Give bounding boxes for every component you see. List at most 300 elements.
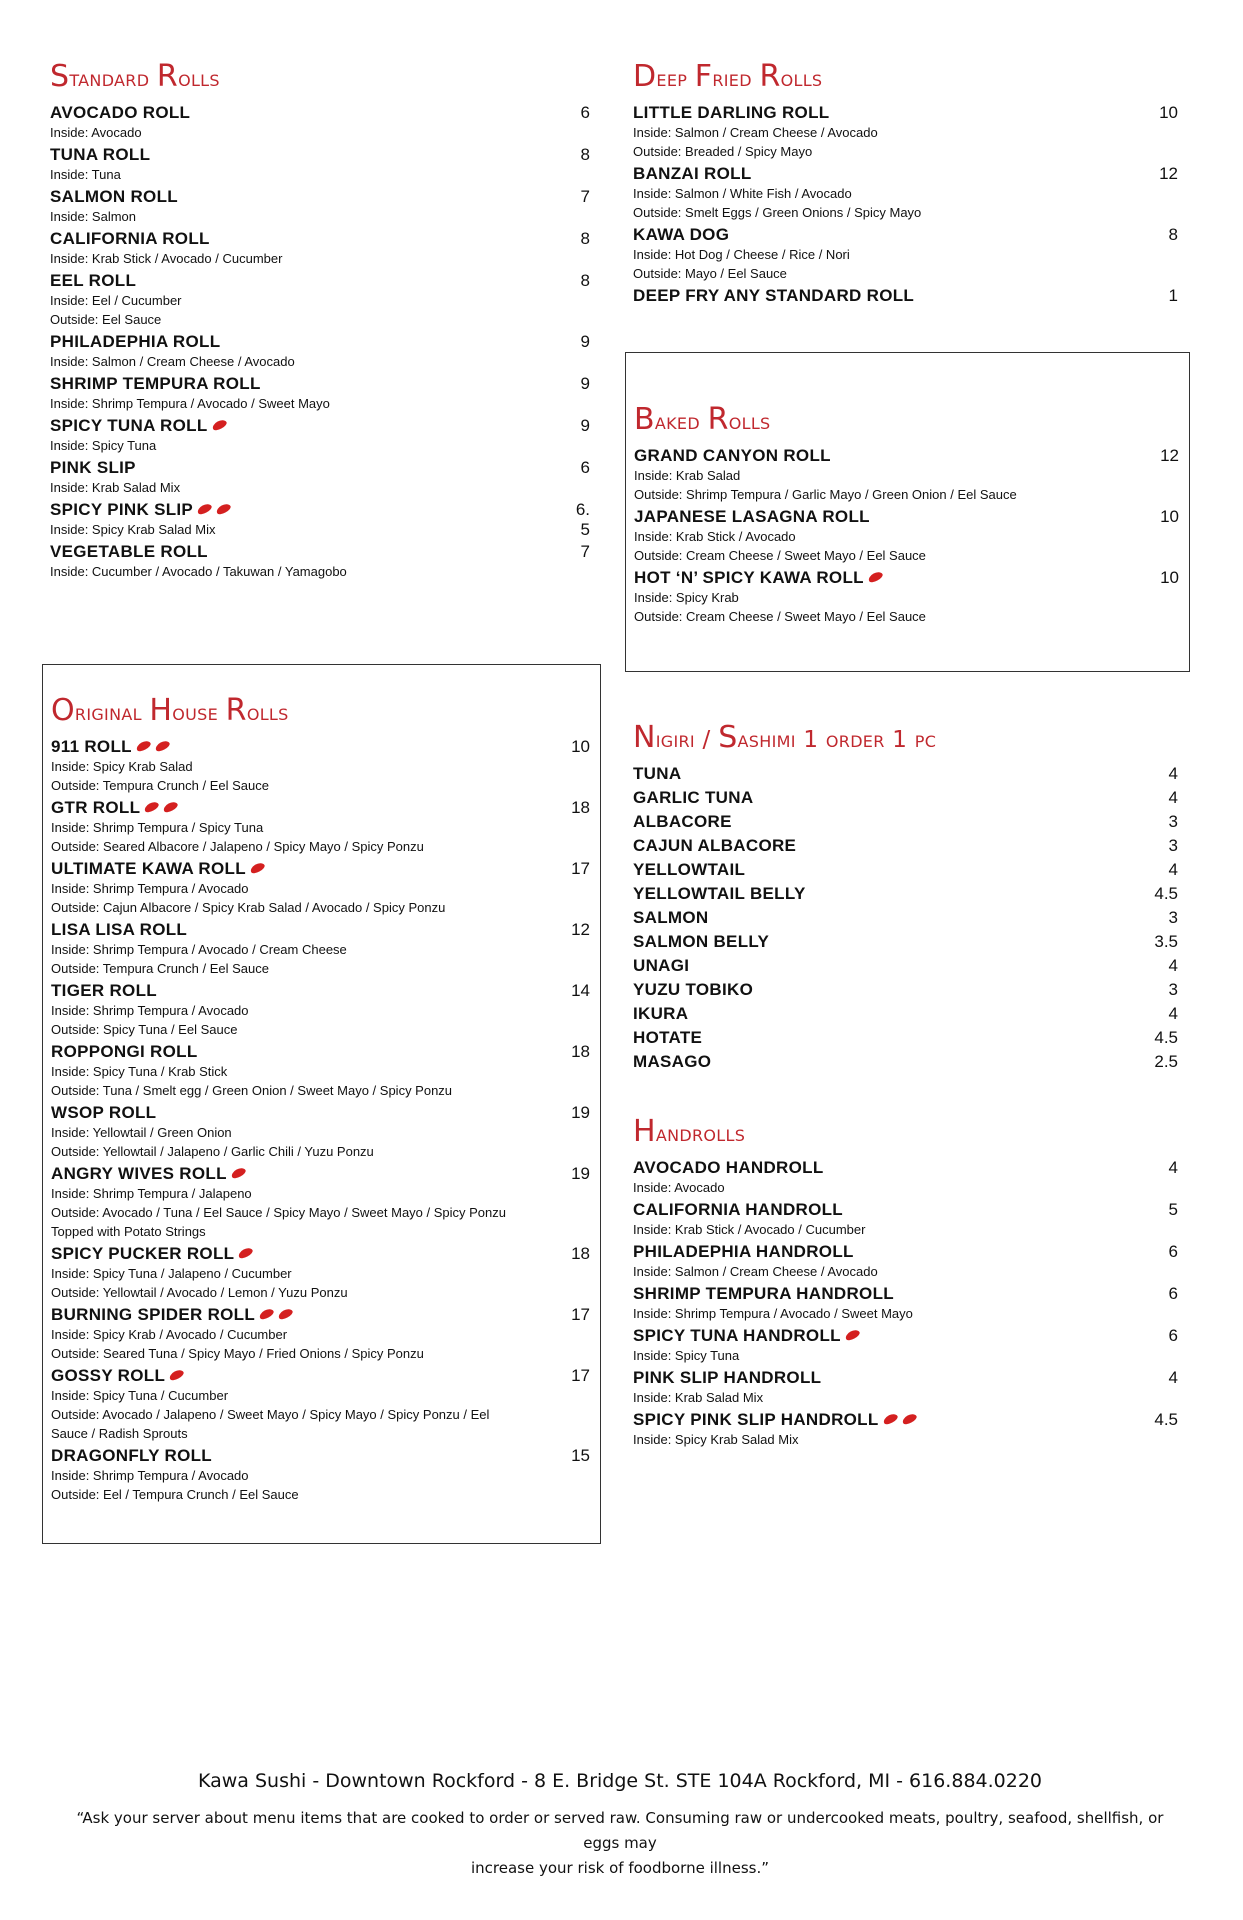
item-name-text: SALMON [633,907,709,927]
item-name-text: WSOP ROLL [51,1102,157,1122]
menu-item [50,415,590,455]
item-description [51,1405,590,1424]
menu-item [633,163,1178,222]
item-name-text: VEGETABLE ROLL [50,541,208,561]
section-title: Deep Fried Rolls [633,59,823,94]
item-name [51,1445,590,1466]
item-description-text: Inside: Salmon / White Fish / Avocado [633,185,852,201]
item-name-text: CALIFORNIA ROLL [50,228,210,248]
menu-item [633,859,1178,880]
item-price: 6 [580,457,590,477]
item-name [633,1003,1178,1024]
item-name [633,102,1178,123]
item-name-text: ROPPONGI ROLL [51,1041,198,1061]
item-name-text: YUZU TOBIKO [633,979,754,999]
item-description-text: Inside: Avocado [50,124,142,140]
menu-item [51,919,590,978]
item-description-text: Outside: Mayo / Eel Sauce [633,265,787,281]
item-name-text: BURNING SPIDER ROLL [51,1304,256,1324]
item-name [50,373,590,394]
menu-item [51,1365,590,1443]
item-price-continued: 5 [580,519,590,539]
menu-item [633,1027,1178,1048]
item-description [634,588,1179,607]
item-description-text: Inside: Yellowtail / Green Onion [51,1124,232,1140]
menu-item [633,955,1178,976]
item-list [50,102,590,581]
item-price: 1 [1168,285,1178,305]
item-name-text: UNAGI [633,955,690,975]
item-name [633,1157,1178,1178]
item-description-text: Inside: Avocado [633,1179,725,1195]
chili-pepper-icon [196,501,213,515]
item-name [633,907,1178,928]
item-description [634,607,1179,626]
menu-item [51,1102,590,1161]
menu-item [634,567,1179,626]
item-name-text: TUNA [633,763,682,783]
item-description-text: Inside: Spicy Krab Salad Mix [50,521,216,537]
item-description [50,562,590,581]
item-description [633,1388,1178,1407]
item-name-text: SPICY PUCKER ROLL [51,1243,235,1263]
section-title: Original House Rolls [51,693,289,728]
item-name [50,270,590,291]
item-description-text: Topped with Potato Strings [51,1223,206,1239]
item-description-text: Inside: Salmon / Cream Cheese / Avocado [50,353,295,369]
item-price: 5 [1168,1199,1178,1219]
item-price: 10 [1160,567,1179,587]
item-description [51,1325,590,1344]
item-description [50,310,590,329]
item-name [50,331,590,352]
item-name [633,859,1178,880]
menu-item [50,228,590,268]
menu-item [633,102,1178,161]
item-name [50,541,590,562]
item-name-text: SPICY PINK SLIP HANDROLL [633,1409,879,1429]
item-name-text: TIGER ROLL [51,980,157,1000]
item-name [51,1243,590,1264]
item-name-text: GARLIC TUNA [633,787,754,807]
item-description-text: Inside: Spicy Krab [634,589,739,605]
item-price: 4.5 [1154,1409,1178,1429]
item-name [634,445,1179,466]
item-price: 17 [571,1365,590,1385]
item-description [51,1264,590,1283]
chili-pepper-icon [211,417,228,431]
item-description-text: Outside: Yellowtail / Jalapeno / Garlic Chili / Yuzu Ponzu [51,1143,374,1159]
menu-item [51,1243,590,1302]
item-name-text: YELLOWTAIL BELLY [633,883,806,903]
item-name-text: LISA LISA ROLL [51,919,188,939]
chili-pepper-icon [135,738,152,752]
item-description [50,291,590,310]
item-name [51,797,590,818]
item-name [633,1199,1178,1220]
item-description-text: Inside: Salmon / Cream Cheese / Avocado [633,124,878,140]
item-description [50,352,590,371]
item-name [51,1163,590,1184]
item-description [51,1001,590,1020]
item-description-text: Inside: Tuna [50,166,121,182]
item-description-text: Outside: Tuna / Smelt egg / Green Onion / Sweet Mayo / Spicy Ponzu [51,1082,453,1098]
item-description-text: Outside: Cream Cheese / Sweet Mayo / Eel Sauce [634,608,926,624]
item-description-text: Inside: Shrimp Tempura / Avocado [51,880,249,896]
item-list [633,102,1178,306]
item-description-text: Outside: Tempura Crunch / Eel Sauce [51,960,269,976]
item-name-text: IKURA [633,1003,689,1023]
menu-item [50,373,590,413]
item-name [50,457,590,478]
menu-item [633,1367,1178,1407]
item-description [633,203,1178,222]
item-description-text: Inside: Shrimp Tempura / Avocado [51,1002,249,1018]
item-name [633,1283,1178,1304]
chili-pepper-icon [867,569,884,583]
item-name-text: DEEP FRY ANY STANDARD ROLL [633,285,915,305]
item-name-text: TUNA ROLL [50,144,151,164]
item-description [51,1222,590,1241]
menu-item [633,224,1178,283]
item-price: 3 [1168,835,1178,855]
item-description [633,1346,1178,1365]
item-description [51,879,590,898]
item-price: 12 [1160,445,1179,465]
menu-item [50,541,590,581]
item-price: 8 [1168,224,1178,244]
item-name [633,163,1178,184]
item-name-text: SHRIMP TEMPURA HANDROLL [633,1283,894,1303]
section-title: Handrolls [633,1114,746,1149]
item-name-text: MASAGO [633,1051,712,1071]
item-description-text: Outside: Cream Cheese / Sweet Mayo / Eel Sauce [634,547,926,563]
item-name [633,835,1178,856]
item-description [51,1062,590,1081]
menu-item [633,787,1178,808]
item-price: 3.5 [1154,931,1178,951]
menu-item [634,445,1179,504]
item-price: 3 [1168,811,1178,831]
item-name-text: GRAND CANYON ROLL [634,445,831,465]
item-description [50,394,590,413]
chili-pepper-icon [277,1306,294,1320]
item-description [633,1304,1178,1323]
chili-pepper-icon [249,860,266,874]
item-price: 7 [580,541,590,561]
item-price: 8 [580,144,590,164]
item-description [50,520,590,539]
item-description [633,1430,1178,1449]
chili-pepper-icon [237,1245,254,1259]
item-name [633,1051,1178,1072]
item-price: 4 [1168,763,1178,783]
item-price: 9 [580,331,590,351]
menu-item [633,1003,1178,1024]
menu-item [51,1304,590,1363]
item-list [51,736,590,1504]
item-name [51,1365,590,1386]
item-name [634,506,1179,527]
item-price: 12 [571,919,590,939]
item-description-text: Sauce / Radish Sprouts [51,1425,188,1441]
item-description [50,249,590,268]
item-price: 6 [1168,1325,1178,1345]
item-description [633,245,1178,264]
item-description-text: Inside: Shrimp Tempura / Avocado [51,1467,249,1483]
disclaimer-line: increase your risk of foodborne illness.” [471,1859,769,1877]
section-title: Baked Rolls [634,402,771,437]
item-description [634,527,1179,546]
item-description-text: Outside: Tempura Crunch / Eel Sauce [51,777,269,793]
menu-item [633,907,1178,928]
item-name [633,787,1178,808]
item-description-text: Inside: Krab Salad [634,467,741,483]
item-price: 9 [580,373,590,393]
item-name-text: PINK SLIP HANDROLL [633,1367,822,1387]
item-price: 4 [1168,859,1178,879]
item-description [51,1142,590,1161]
item-description-text: Inside: Shrimp Tempura / Avocado / Sweet Mayo [633,1305,913,1321]
item-description [51,1344,590,1363]
item-description-text: Inside: Spicy Tuna [633,1347,740,1363]
item-price: 18 [571,1041,590,1061]
item-description [633,184,1178,203]
item-description [51,1203,590,1222]
item-description-text: Inside: Spicy Tuna [50,437,157,453]
item-name-text: LITTLE DARLING ROLL [633,102,830,122]
item-name-text: CAJUN ALBACORE [633,835,797,855]
item-name-text: PHILADEPHIA ROLL [50,331,221,351]
menu-item [51,736,590,795]
item-name-text: CALIFORNIA HANDROLL [633,1199,843,1219]
item-description-text: Outside: Spicy Tuna / Eel Sauce [51,1021,238,1037]
item-name [633,1241,1178,1262]
item-price: 4.5 [1154,1027,1178,1047]
item-name [50,102,590,123]
item-name-text: HOT ‘N’ SPICY KAWA ROLL [634,567,864,587]
menu-item [633,931,1178,952]
item-description-text: Outside: Cajun Albacore / Spicy Krab Salad / Avocado / Spicy Ponzu [51,899,446,915]
item-description-text: Inside: Shrimp Tempura / Jalapeno [51,1185,252,1201]
item-price: 6 [1168,1283,1178,1303]
item-description [633,1178,1178,1197]
item-description [51,776,590,795]
item-description-text: Inside: Spicy Krab Salad [51,758,193,774]
item-name [634,567,1179,588]
item-description-text: Outside: Avocado / Tuna / Eel Sauce / Spicy Mayo / Sweet Mayo / Spicy Ponzu [51,1204,506,1220]
item-price: 19 [571,1163,590,1183]
item-description [51,1485,590,1504]
item-description-text: Inside: Krab Stick / Avocado / Cucumber [50,250,283,266]
menu-item [50,186,590,226]
item-name-text: EEL ROLL [50,270,137,290]
item-name-text: SPICY PINK SLIP [50,499,194,519]
item-description [634,485,1179,504]
footer-address: Kawa Sushi - Downtown Rockford - 8 E. Bridge St. STE 104A Rockford, MI - 616.884.0220 [197,1770,1043,1792]
menu-item [633,1283,1178,1323]
item-description [633,1220,1178,1239]
item-name-text: YELLOWTAIL [633,859,746,879]
item-name [633,955,1178,976]
item-name [51,1102,590,1123]
menu-item [633,285,1178,306]
item-description-text: Inside: Spicy Krab / Avocado / Cucumber [51,1326,288,1342]
disclaimer-line: “Ask your server about menu items that are cooked to order or served raw. Consuming raw or undercooked meats, poultry, seafood, shellfish, or eggs may [76,1809,1164,1852]
item-description [51,1081,590,1100]
standard-rolls-section [50,58,590,583]
item-price: 10 [1159,102,1178,122]
menu-item [634,506,1179,565]
item-description [51,1123,590,1142]
item-description [633,123,1178,142]
menu-item [50,144,590,184]
menu-item [633,883,1178,904]
item-name-text: SPICY TUNA HANDROLL [633,1325,841,1345]
item-name [633,763,1178,784]
item-description-text: Inside: Shrimp Tempura / Spicy Tuna [51,819,264,835]
chili-pepper-icon [162,799,179,813]
item-name-text: JAPANESE LASAGNA ROLL [634,506,870,526]
menu-item [51,1041,590,1100]
item-price: 4 [1168,1367,1178,1387]
item-price: 6. [575,499,590,519]
chili-pepper-icon [154,738,171,752]
item-description [634,546,1179,565]
section-title: Standard Rolls [50,59,220,94]
item-description [51,1424,590,1443]
item-price: 7 [580,186,590,206]
item-price: 18 [571,1243,590,1263]
item-description-text: Outside: Breaded / Spicy Mayo [633,143,813,159]
item-list [633,763,1178,1072]
item-description [51,1283,590,1302]
item-name [50,144,590,165]
item-price: 10 [571,736,590,756]
chili-pepper-icon [230,1165,247,1179]
item-name [633,883,1178,904]
item-price: 14 [571,980,590,1000]
item-name-text: SALMON ROLL [50,186,178,206]
item-description [50,207,590,226]
menu-item [50,499,590,539]
item-price: 19 [571,1102,590,1122]
item-description-text: Inside: Krab Stick / Avocado / Cucumber [633,1221,866,1237]
item-name-text: PHILADEPHIA HANDROLL [633,1241,854,1261]
menu-item [51,858,590,917]
item-name-text: SALMON BELLY [633,931,770,951]
menu-item [633,1325,1178,1365]
item-name [633,979,1178,1000]
item-list [634,445,1179,626]
item-description-text: Outside: Shrimp Tempura / Garlic Mayo / Green Onion / Eel Sauce [634,486,1017,502]
nigiri-sashimi-section [633,719,1178,1075]
chili-pepper-icon [168,1367,185,1381]
item-description [51,757,590,776]
handrolls-section [633,1113,1178,1451]
menu-item [633,1051,1178,1072]
item-description [633,142,1178,161]
item-description [50,436,590,455]
menu-item [633,1199,1178,1239]
item-description-text: Inside: Spicy Tuna / Krab Stick [51,1063,228,1079]
item-description [633,264,1178,283]
item-list [633,1157,1178,1449]
baked-rolls-box [625,352,1190,672]
item-description-text: Outside: Yellowtail / Avocado / Lemon / Yuzu Ponzu [51,1284,348,1300]
item-price: 4 [1168,955,1178,975]
item-price: 10 [1160,506,1179,526]
item-description-text: Outside: Avocado / Jalapeno / Sweet Mayo / Spicy Mayo / Spicy Ponzu / Eel [51,1406,490,1422]
item-name-text: DRAGONFLY ROLL [51,1445,212,1465]
item-name [633,224,1178,245]
item-description-text: Inside: Salmon / Cream Cheese / Avocado [633,1263,878,1279]
item-name [51,858,590,879]
item-description [51,940,590,959]
item-name-text: KAWA DOG [633,224,730,244]
item-price: 18 [571,797,590,817]
menu-item [50,457,590,497]
item-price: 4 [1168,1157,1178,1177]
menu-item [50,270,590,329]
menu-item [633,763,1178,784]
item-name [51,919,590,940]
item-name [50,415,590,436]
item-name [633,1367,1178,1388]
item-price: 3 [1168,907,1178,927]
item-name [633,931,1178,952]
menu-item [633,1157,1178,1197]
item-name [51,1041,590,1062]
item-price: 4.5 [1154,883,1178,903]
item-name-text: ALBACORE [633,811,732,831]
item-name [633,1027,1178,1048]
item-description-text: Inside: Shrimp Tempura / Avocado / Sweet Mayo [50,395,330,411]
item-description-text: Inside: Cucumber / Avocado / Takuwan / Yamagobo [50,563,347,579]
item-name-text: GOSSY ROLL [51,1365,166,1385]
menu-item [51,797,590,856]
item-price: 12 [1159,163,1178,183]
item-price: 15 [571,1445,590,1465]
item-description [50,165,590,184]
item-name [50,186,590,207]
chili-pepper-icon [901,1411,918,1425]
item-price: 3 [1168,979,1178,999]
chili-pepper-icon [215,501,232,515]
item-name-text: ULTIMATE KAWA ROLL [51,858,246,878]
menu-item [633,835,1178,856]
item-description-text: Inside: Krab Stick / Avocado [634,528,796,544]
item-name [633,285,1178,306]
chili-pepper-icon [844,1327,861,1341]
item-description [634,466,1179,485]
menu-item [633,1241,1178,1281]
item-price: 2.5 [1154,1051,1178,1071]
item-description [50,123,590,142]
item-name-text: AVOCADO ROLL [50,102,191,122]
menu-item [51,1445,590,1504]
item-name-text: ANGRY WIVES ROLL [51,1163,227,1183]
item-price: 6 [580,102,590,122]
item-name-text: SPICY TUNA ROLL [50,415,208,435]
item-description-text: Outside: Eel / Tempura Crunch / Eel Sauce [51,1486,299,1502]
item-name [633,1325,1178,1346]
house-rolls-box [42,664,601,1544]
item-description-text: Inside: Hot Dog / Cheese / Rice / Nori [633,246,850,262]
item-name [51,736,590,757]
item-description [633,1262,1178,1281]
item-description-text: Inside: Spicy Tuna / Jalapeno / Cucumber [51,1265,292,1281]
